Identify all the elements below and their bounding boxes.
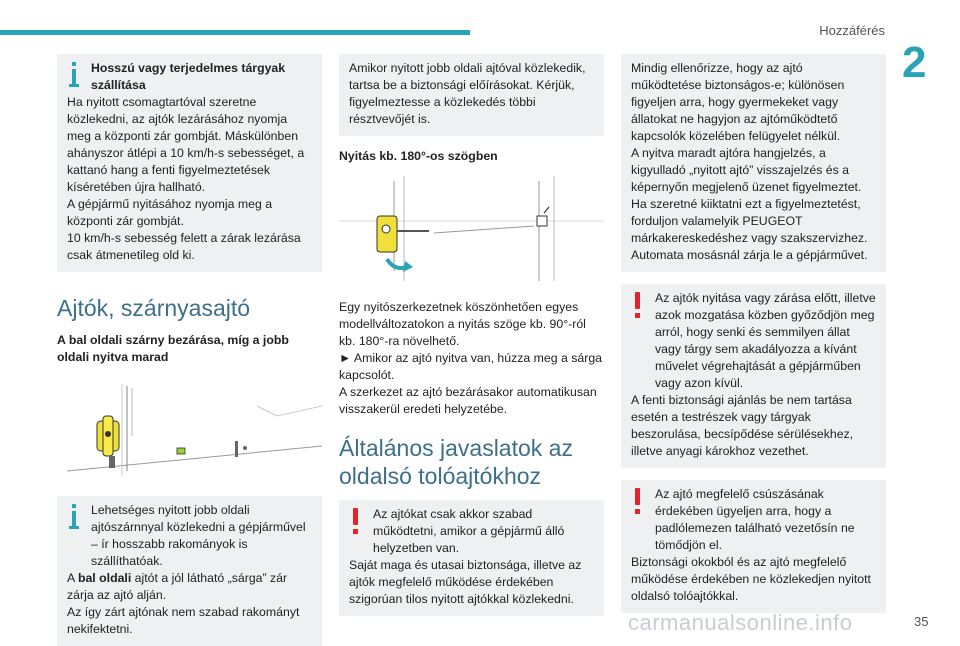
illustration-yellow-lock xyxy=(57,376,322,486)
info-box-title: Hosszú vagy terjedelmes tárgyak szállítása xyxy=(91,61,286,92)
warning-line-1: Az ajtókat csak akkor szabad működtetni, amikor a gépjármű álló helyzetben van. xyxy=(373,507,565,555)
chapter-title: Hozzáférés xyxy=(819,23,885,38)
chapter-number: 2 xyxy=(902,38,927,87)
info-box-text-3: 10 km/h-s sebesség felett a zárak lezárása csak átmenetileg old ki. xyxy=(67,231,301,262)
warning-icon xyxy=(631,292,647,318)
header-accent-bar xyxy=(0,30,470,35)
paragraph-auto-return: A szerkezet az ajtó bezárásakor automatikusan visszakerül eredeti helyzetébe. xyxy=(339,385,597,416)
info-box-text: Ha nyitott csomagtartóval szeretne közlekedni, az ajtók lezárásához nyomja meg a központi zár gombját. Máskülönben ahányszor átlépi a 10 km/h-s sebességet, a kattanó hang a fenti figyelmeztetések kíséretében újra hallható. xyxy=(67,95,305,194)
info-icon xyxy=(67,504,83,530)
column-1 xyxy=(57,54,322,646)
note-p4: Automata mosásnál zárja le a gépjárművet. xyxy=(631,248,868,262)
warning-text: Az ajtók nyitása vagy zárása előtt, illetve azok mozgatása közben győződjön meg arról, hogy senki és semmilyen állat vagy tárgy sem akadályozza a kívánt művelet végrehajtását a gépjárműben vagy azon kívül. xyxy=(655,291,876,390)
paragraph-pull-switch: ► Amikor az ajtó nyitva van, húzza meg a sárga kapcsolót. xyxy=(339,351,603,382)
watermark: carmanualsonline.info xyxy=(628,610,853,635)
subheading-left-wing: A bal oldali szárny bezárása, míg a jobb oldali nyitva marad xyxy=(57,333,289,364)
note-p1: Mindig ellenőrizze, hogy az ajtó működtetése biztonságos-e; különösen figyeljen arra, hogy gyermekeket vagy állatokat ne hagyjon az ajtóműködtető kapcsolók közelében felügyelet nélkül. xyxy=(631,61,845,143)
warning-line-2: Saját maga és utasai biztonsága, illetve az ajtók megfelelő működése érdekében szigorúan tilos nyitott ajtókkal közlekedni. xyxy=(349,558,582,606)
illustration-180-opening xyxy=(339,171,604,289)
info-box-text-2: A gépjármű nyitásához nyomja meg a központi zár gombját. xyxy=(67,197,273,228)
info-box-line-1: Lehetséges nyitott jobb oldali ajtószárnnyal közlekedni a gépjárművel – ír hosszabb rakományok is szállíthatóak. xyxy=(91,503,306,568)
note-box-open-door xyxy=(339,54,604,136)
paragraph-mechanism: Egy nyitószerkezetnek köszönhetően egyes modellváltozatokon a nyitás szöge kb. 90°-ról kb. 180°-ra növelhető. xyxy=(339,300,586,348)
subheading-180-degree: Nyitás kb. 180°-os szögben xyxy=(339,149,498,163)
info-box-long-items xyxy=(57,54,322,272)
info-icon xyxy=(67,62,83,88)
warning-box-obstruction xyxy=(621,284,886,468)
section-title-sliding-doors: Általános javaslatok az oldalsó tolóajtókhoz xyxy=(339,435,573,489)
info-box-line-2: A bal oldali ajtót a jól látható „sárga” zár zárja az ajtó alján. xyxy=(67,571,288,602)
note-box-text: Amikor nyitott jobb oldali ajtóval közlekedik, tartsa be a biztonsági előírásokat. Kérjük, figyelmeztesse a közlekedés többi résztvevőjét is. xyxy=(349,61,586,126)
section-title-doors: Ajtók, szárnyasajtó xyxy=(57,295,251,321)
page-number: 35 xyxy=(914,614,929,629)
warning-text-2: Biztonsági okokból és az ajtó megfelelő működése érdekében ne közlekedjen nyitott oldalsó tolóajtókkal. xyxy=(631,555,871,603)
warning-icon xyxy=(349,508,365,534)
note-p2: A nyitva maradt ajtóra hangjelzés, a kigyulladó „nyitott ajtó” visszajelzés és a képernyőn megjelenő üzenet figyelmeztet. xyxy=(631,146,862,194)
info-box-line-3: Az így zárt ajtónak nem szabad rakományt nekifektetni. xyxy=(67,605,300,636)
warning-text-2: A fenti biztonsági ajánlás be nem tartása esetén a testrészek vagy tárgyak beszorulása, becsípődése sérülésekhez, illetve anyagi károkhoz vezethet. xyxy=(631,393,854,458)
column-3 xyxy=(621,54,886,613)
note-box-safety xyxy=(621,54,886,272)
warning-text: Az ajtó megfelelő csúszásának érdekében ügyeljen arra, hogy a padlólemezen található vezetősín ne tömődjön el. xyxy=(655,487,855,552)
column-2 xyxy=(339,54,604,616)
note-p3: Ha szeretné kiiktatni ezt a figyelmeztetést, forduljon valamelyik PEUGEOT márkakereskedéshez vagy szakszervizhez. xyxy=(631,197,868,245)
warning-box-rail xyxy=(621,480,886,613)
info-box-right-door xyxy=(57,496,322,646)
warning-icon xyxy=(631,488,647,514)
warning-box-stationary xyxy=(339,500,604,616)
